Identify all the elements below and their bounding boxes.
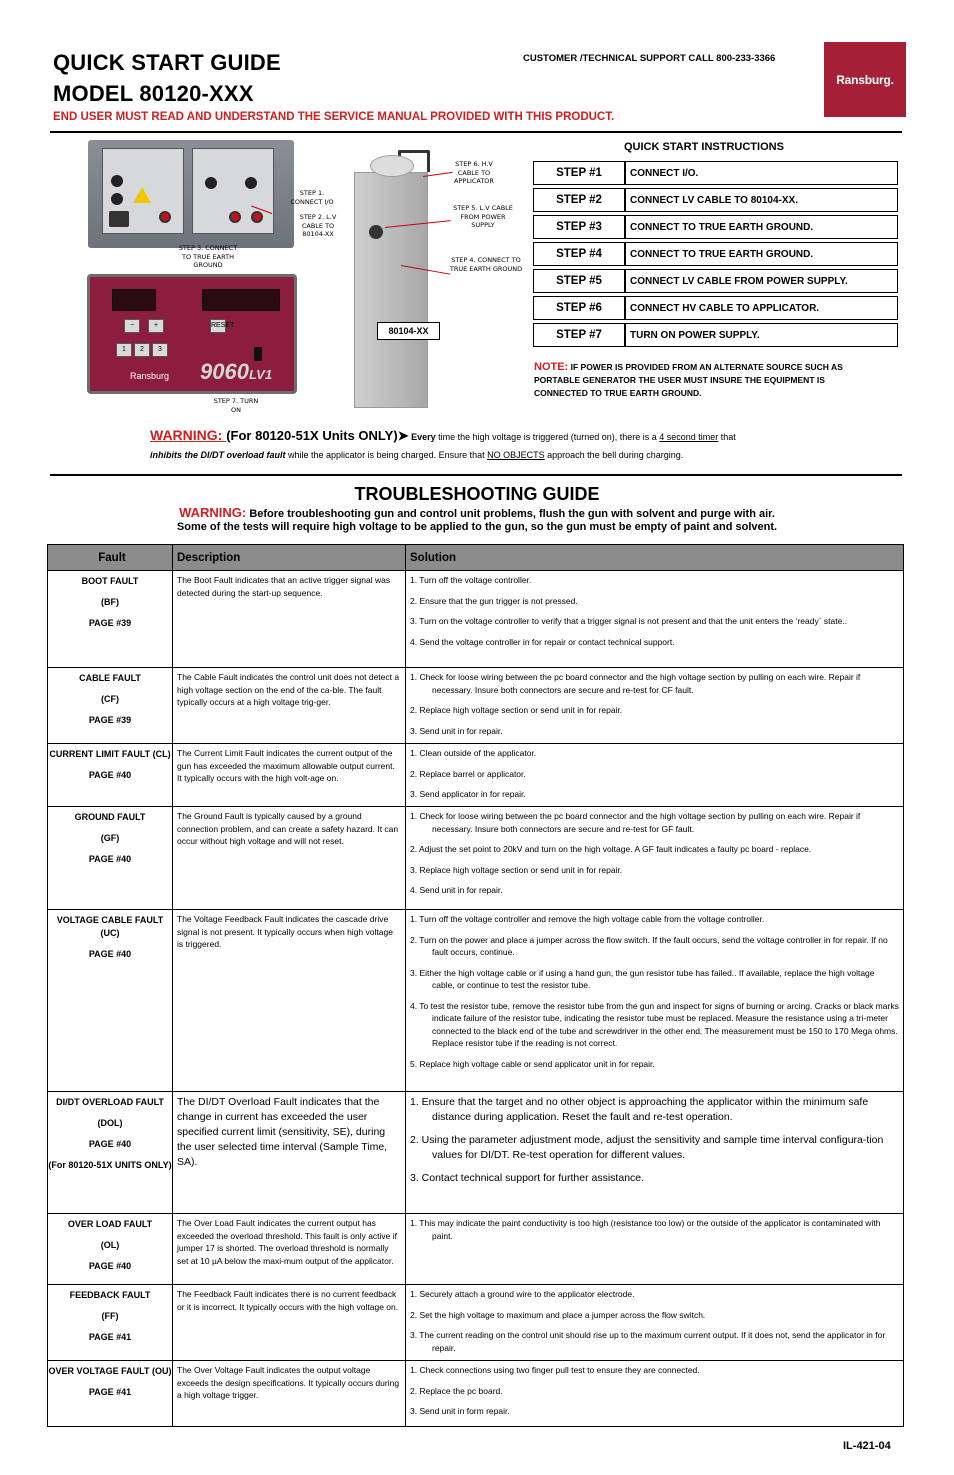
fault-cell bbox=[48, 744, 173, 807]
fault-cell bbox=[48, 571, 173, 668]
step-text: CONNECT TO TRUE EARTH GROUND. bbox=[625, 242, 898, 266]
table-row bbox=[48, 668, 904, 744]
solution-item: 1. Check for loose wiring between the pc board connector and the high voltage section by pulling on each wire. Repair if necessary. Insure both connectors are secure and re-test for GF fault. bbox=[410, 811, 861, 834]
model-title: MODEL 80120-XXX bbox=[53, 81, 254, 106]
quick-start-row bbox=[533, 323, 898, 347]
description-cell: The Current Limit Fault indicates the current output of the gun has exceeded the maximum allowable output current. It typically occurs with the high volt-age on. bbox=[173, 744, 406, 807]
divider bbox=[50, 131, 902, 133]
fault-line: PAGE #41 bbox=[88, 1387, 132, 1397]
table-row bbox=[48, 910, 904, 1092]
solution-cell bbox=[406, 1285, 904, 1361]
warning-label: WARNING: bbox=[150, 427, 227, 443]
fault-cell bbox=[48, 1361, 173, 1427]
support-phone: CUSTOMER /TECHNICAL SUPPORT CALL 800-233-3366 bbox=[523, 53, 776, 64]
step-number: STEP #7 bbox=[533, 323, 625, 347]
dol-warning: WARNING: (For 80120-51X Units ONLY)➤ Every time the high voltage is triggered (turned on), there is a 4 second timer that inhibits the DI/DT overload fault while the applicator is being charged. Ensure that NO OBJECTS approach the bell during charging. bbox=[150, 427, 736, 460]
solution-cell bbox=[406, 668, 904, 744]
callout-step7: STEP 7. TURN ON bbox=[213, 397, 259, 414]
power-note bbox=[534, 361, 879, 400]
fault-line: PAGE #40 bbox=[88, 1139, 132, 1149]
step-text: CONNECT HV CABLE TO APPLICATOR. bbox=[625, 296, 898, 320]
fault-cell bbox=[48, 1214, 173, 1285]
fault-cell bbox=[48, 1092, 173, 1214]
callout-step6: STEP 6. H.V CABLE TO APPLICATOR bbox=[454, 160, 494, 185]
note-label: NOTE: bbox=[534, 361, 569, 373]
callout-step3: STEP 3. CONNECT TO TRUE EARTH GROUND bbox=[178, 244, 238, 269]
header-fault: Fault bbox=[48, 545, 173, 571]
solution-cell bbox=[406, 1361, 904, 1427]
troubleshooting-warning: WARNING: Before troubleshooting gun and control unit problems, flush the gun with solvent and purge with air. Some of the tests will require high voltage to be applied to the gun, so the gun must be empty of paint and solvent. bbox=[176, 505, 778, 533]
applicator-connector bbox=[370, 155, 414, 177]
callout-step2: STEP 2. L.V CABLE TO 80104-XX bbox=[299, 213, 337, 238]
fault-line: PAGE #39 bbox=[88, 618, 132, 628]
quick-start-table bbox=[533, 158, 898, 350]
fault-line: GROUND FAULT bbox=[74, 812, 146, 822]
document-id: IL-421-04 bbox=[843, 1440, 891, 1452]
solution-item: 3. Send applicator in for repair. bbox=[410, 789, 526, 799]
quick-start-row bbox=[533, 242, 898, 266]
solution-item: 1. Ensure that the target and no other object is approaching the applicator within the minimum safe distance during application. Reset the fault and re-test operation. bbox=[410, 1096, 869, 1123]
table-row bbox=[48, 744, 904, 807]
step-text: CONNECT TO TRUE EARTH GROUND. bbox=[625, 215, 898, 239]
solution-item: 3. Turn on the voltage controller to verify that a trigger signal is not present and that the unit enters the ‘ready` state.. bbox=[410, 616, 848, 626]
fault-line: PAGE #40 bbox=[88, 949, 132, 959]
solution-item: 1. Turn off the voltage controller and remove the high voltage cable from the voltage controller. bbox=[410, 914, 765, 924]
callout-step4: STEP 4. CONNECT TO TRUE EARTH GROUND bbox=[449, 256, 523, 273]
description-cell: The Over Voltage Fault indicates the output voltage exceeds the design specifications. It typically occurs during a high voltage trigger. bbox=[173, 1361, 406, 1427]
control-unit-front-image: − + RESET 1 2 3 Ransburg 9060LV1 bbox=[87, 274, 297, 394]
fault-line: OVER LOAD FAULT bbox=[67, 1219, 153, 1229]
fault-cell bbox=[48, 668, 173, 744]
solution-item: 1. Check connections using two finger pull test to ensure they are connected. bbox=[410, 1365, 700, 1375]
step-number: STEP #2 bbox=[533, 188, 625, 212]
arrow-icon: ➤ bbox=[397, 428, 409, 443]
solution-item: 4. To test the resistor tube, remove the resistor tube from the gun and inspect for signs of burning or arcing. Cracks or black marks indicate failure of the resistor tube, indicating the resistor tube must be replaced. Measure the resistance using a tri-meter connected to the black end of the tube and screwdriver in the other end. The measurement must be 150 to 170 Mega ohms. Replace resistor tube if the reading is not correct. bbox=[410, 1000, 899, 1048]
quick-start-row bbox=[533, 296, 898, 320]
fault-line: PAGE #41 bbox=[88, 1332, 132, 1342]
fault-cell bbox=[48, 1285, 173, 1361]
quick-start-row bbox=[533, 269, 898, 293]
solution-item: 2. Replace high voltage section or send unit in for repair. bbox=[410, 705, 623, 715]
fault-line: (CF) bbox=[101, 694, 119, 704]
solution-item: 2. Set the high voltage to maximum and place a jumper across the flow switch. bbox=[410, 1309, 706, 1320]
solution-item: 2. Replace barrel or applicator. bbox=[410, 768, 526, 779]
quick-start-row bbox=[533, 188, 898, 212]
solution-cell bbox=[406, 910, 904, 1092]
solution-cell bbox=[406, 571, 904, 668]
step-text: CONNECT I/O. bbox=[625, 161, 898, 185]
fault-line: PAGE #39 bbox=[88, 715, 132, 725]
quick-start-row bbox=[533, 215, 898, 239]
header-solution: Solution bbox=[406, 545, 904, 571]
unit-brand: Ransburg bbox=[130, 371, 170, 381]
fault-cell bbox=[48, 807, 173, 910]
solution-item: 3. The current reading on the control unit should rise up to the maximum current output. If it does not, send the applicator in for repair. bbox=[410, 1330, 886, 1353]
solution-item: 3. Send unit in for repair. bbox=[410, 725, 503, 736]
step-text: CONNECT LV CABLE TO 80104-XX. bbox=[625, 188, 898, 212]
step-number: STEP #4 bbox=[533, 242, 625, 266]
step-text: TURN ON POWER SUPPLY. bbox=[625, 323, 898, 347]
fault-line: PAGE #40 bbox=[88, 770, 132, 780]
solution-item: 1. Clean outside of the applicator. bbox=[410, 748, 537, 758]
solution-cell bbox=[406, 1092, 904, 1214]
description-cell: The DI/DT Overload Fault indicates that the change in current has exceeded the user specified current limit (sensitivity, SE), during the user selected time interval (Sample Time, SA). bbox=[173, 1092, 406, 1214]
solution-item: 2. Replace the pc board. bbox=[410, 1385, 503, 1396]
table-row bbox=[48, 1361, 904, 1427]
header-description: Description bbox=[173, 545, 406, 571]
fault-line: PAGE #40 bbox=[88, 1261, 132, 1271]
troubleshooting-table bbox=[47, 544, 904, 1427]
step-number: STEP #6 bbox=[533, 296, 625, 320]
fault-line: (GF) bbox=[100, 833, 120, 843]
tower-label: 80104-XX bbox=[377, 322, 440, 340]
table-row bbox=[48, 1092, 904, 1214]
troubleshooting-title: TROUBLESHOOTING GUIDE bbox=[354, 484, 600, 504]
solution-item: 4. Send unit in for repair. bbox=[410, 885, 503, 895]
fault-line: PAGE #40 bbox=[88, 854, 132, 864]
table-row bbox=[48, 1214, 904, 1285]
step-number: STEP #3 bbox=[533, 215, 625, 239]
divider bbox=[50, 474, 902, 476]
unit-model: 9060LV1 bbox=[200, 359, 273, 384]
fault-line: OVER VOLTAGE FAULT (OU) bbox=[48, 1366, 172, 1376]
callout-step5: STEP 5. L.V CABLE FROM POWER SUPPLY bbox=[453, 204, 513, 229]
service-manual-notice: END USER MUST READ AND UNDERSTAND THE SERVICE MANUAL PROVIDED WITH THIS PRODUCT. bbox=[53, 111, 615, 123]
solution-item: 5. Replace high voltage cable or send applicator unit in for repair. bbox=[410, 1058, 655, 1069]
description-cell: The Ground Fault is typically caused by a ground connection problem, and can create a safety hazard. It can occur without high voltage and will not reset. bbox=[173, 807, 406, 910]
solution-item: 3. Either the high voltage cable or if using a hand gun, the gun resistor tube has failed.. If available, replace the high voltage cable, or continue to test the resistor tube. bbox=[410, 967, 875, 990]
warning-scope: (For 80120-51X Units ONLY) bbox=[226, 428, 398, 443]
description-cell: The Over Load Fault indicates the current output has exceeded the overload threshold. This fault is only active if jumper 17 is shorted. The overload threshold is normally set at 10 µA below the maxi-mum output of the applicator. bbox=[173, 1214, 406, 1285]
fault-line: CURRENT LIMIT FAULT (CL) bbox=[49, 749, 171, 759]
fault-line: (FF) bbox=[101, 1311, 119, 1321]
fault-cell bbox=[48, 910, 173, 1092]
fault-line: (For 80120-51X UNITS ONLY) bbox=[48, 1160, 172, 1170]
description-cell: The Feedback Fault indicates there is no current feedback or it is incorrect. It typically occurs with the high voltage on. bbox=[173, 1285, 406, 1361]
fault-line: CABLE FAULT bbox=[79, 673, 141, 683]
note-text: IF POWER IS PROVIDED FROM AN ALTERNATE SOURCE SUCH AS PORTABLE GENERATOR THE USER MUST INSURE THE EQUIPMENT IS CONNECTED TO TRUE EARTH GROUND. bbox=[534, 362, 843, 398]
step-text: CONNECT LV CABLE FROM POWER SUPPLY. bbox=[625, 269, 898, 293]
table-row bbox=[48, 807, 904, 910]
solution-cell bbox=[406, 744, 904, 807]
solution-item: 3. Send unit in form repair. bbox=[410, 1406, 510, 1416]
fault-line: (BF) bbox=[101, 597, 119, 607]
fault-line: (DOL) bbox=[97, 1118, 123, 1128]
solution-cell bbox=[406, 807, 904, 910]
step-number: STEP #5 bbox=[533, 269, 625, 293]
callout-step1: STEP 1. CONNECT I/O bbox=[290, 189, 334, 206]
solution-cell bbox=[406, 1214, 904, 1285]
quick-start-title: QUICK START INSTRUCTIONS bbox=[624, 141, 784, 153]
table-row bbox=[48, 1285, 904, 1361]
fault-line: VOLTAGE CABLE FAULT (UC) bbox=[56, 915, 164, 938]
step-number: STEP #1 bbox=[533, 161, 625, 185]
solution-item: 3. Contact technical support for further assistance. bbox=[410, 1172, 645, 1184]
solution-item: 1. Check for loose wiring between the pc board connector and the high voltage section by pulling on each wire. Repair if necessary. Insure both connectors are secure and re-test for CF fault. bbox=[410, 672, 861, 695]
fault-line: FEEDBACK FAULT bbox=[69, 1290, 151, 1300]
fault-line: (OL) bbox=[100, 1240, 120, 1250]
quick-start-row bbox=[533, 161, 898, 185]
description-cell: The Voltage Feedback Fault indicates the cascade drive signal is not present. It typically occurs when high voltage is triggered. bbox=[173, 910, 406, 1092]
solution-item: 1. Turn off the voltage controller. bbox=[410, 575, 532, 585]
solution-item: 2. Ensure that the gun trigger is not pressed. bbox=[410, 595, 578, 606]
solution-item: 2. Turn on the power and place a jumper across the flow switch. If the fault occurs, send the voltage controller in for repair. If no fault occurs, continue. bbox=[410, 934, 888, 957]
solution-item: 2. Adjust the set point to 20kV and turn on the high voltage. A GF fault indicates a faulty pc board - replace. bbox=[410, 844, 812, 854]
solution-item: 3. Replace high voltage section or send unit in for repair. bbox=[410, 864, 623, 875]
page-title: QUICK START GUIDE bbox=[53, 50, 281, 75]
solution-item: 4. Send the voltage controller in for repair or contact technical support. bbox=[410, 636, 675, 647]
ransburg-logo: Ransburg. bbox=[824, 42, 906, 117]
solution-item: 1. Securely attach a ground wire to the applicator electrode. bbox=[410, 1289, 635, 1299]
solution-item: 2. Using the parameter adjustment mode, adjust the sensitivity and sample time interval configura-tion values for DI/DT. Re-test operation for different values. bbox=[410, 1134, 884, 1161]
fault-line: BOOT FAULT bbox=[81, 576, 139, 586]
solution-item: 1. This may indicate the paint conductivity is too high (resistance too low) or the outside of the applicator is contaminated with paint. bbox=[410, 1218, 881, 1241]
control-unit-rear-image bbox=[88, 140, 294, 248]
power-supply-80104-image bbox=[354, 172, 428, 408]
description-cell: The Boot Fault indicates that an active trigger signal was detected during the start-up sequence. bbox=[173, 571, 406, 668]
description-cell: The Cable Fault indicates the control unit does not detect a high voltage section on the end of the ca-ble. The fault typically occurs at a high voltage trig-ger. bbox=[173, 668, 406, 744]
fault-line: DI/DT OVERLOAD FAULT bbox=[56, 1097, 164, 1107]
table-row bbox=[48, 571, 904, 668]
